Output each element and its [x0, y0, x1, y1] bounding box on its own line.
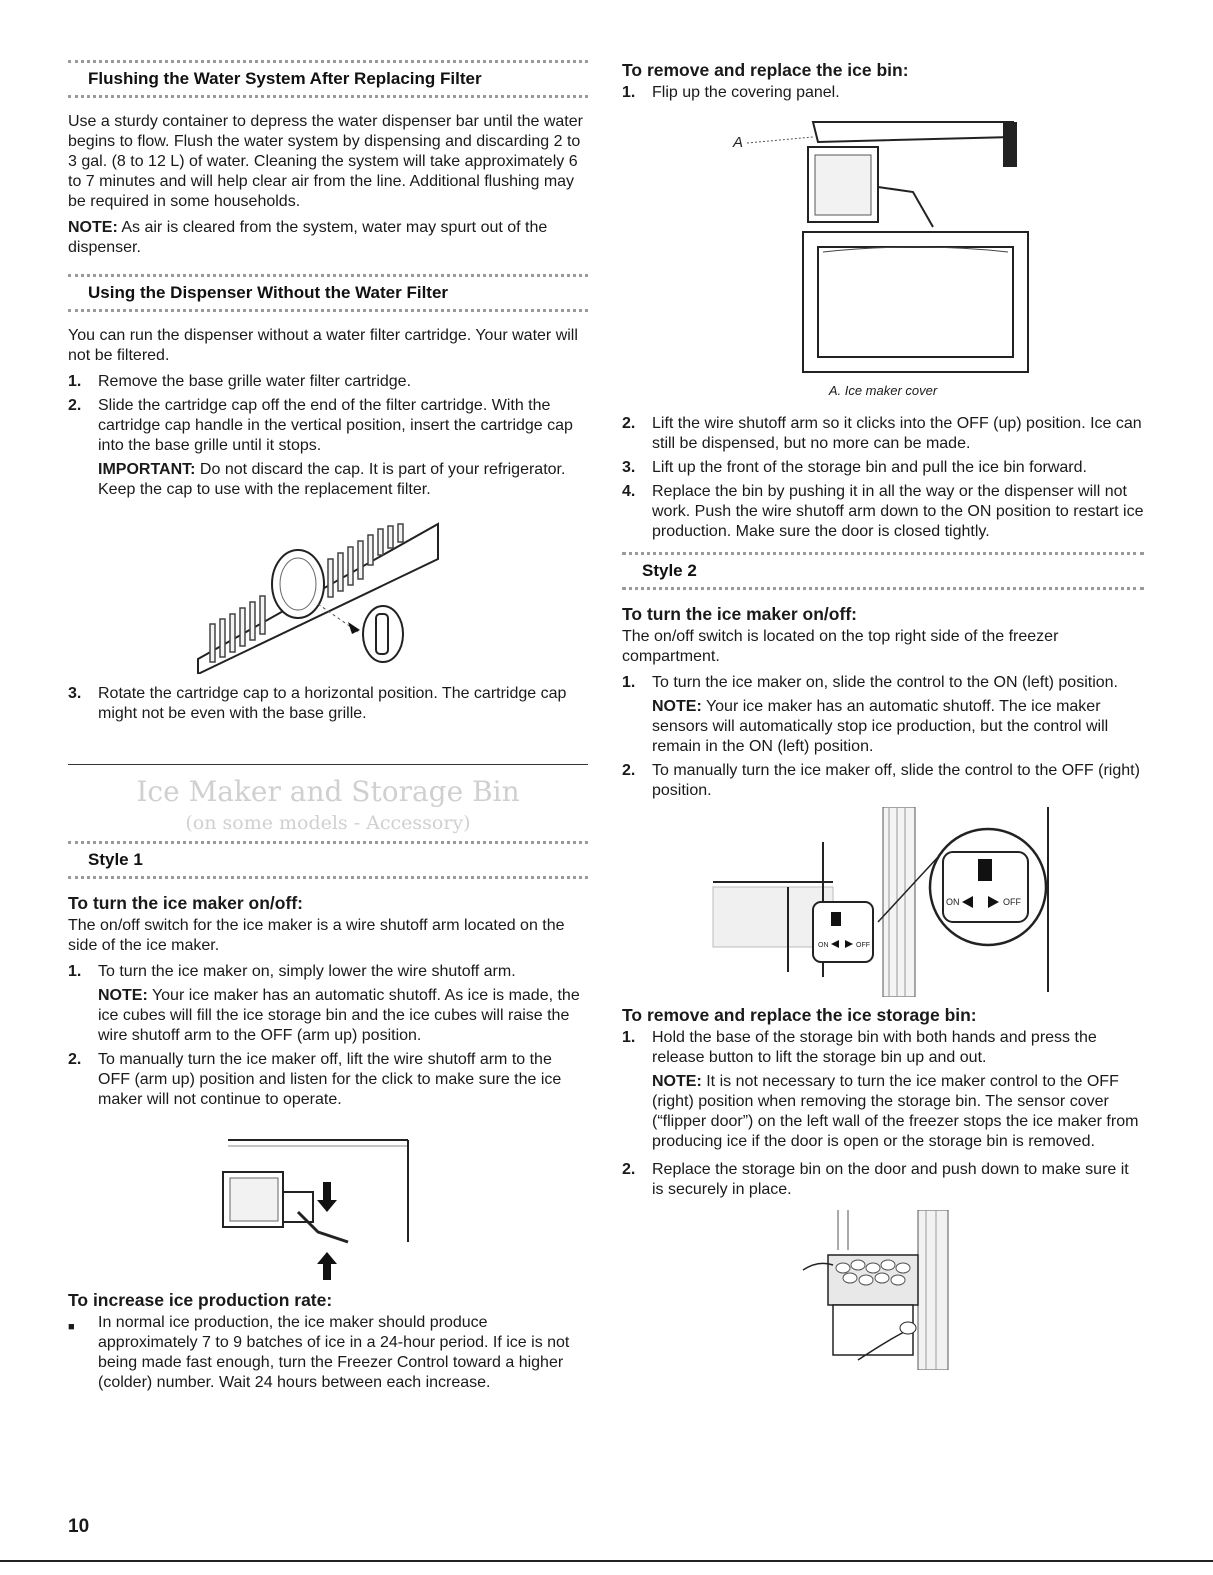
remove-bin-title: To remove and replace the ice bin: [622, 60, 909, 80]
list-item: 2. To manually turn the ice maker off, lift the wire shutoff arm to the OFF (arm up) position and listen for the click to make sure the ice maker will not continue to operate. [68, 1051, 562, 1108]
list-item: 2. Replace the storage bin on the door and push down to make sure it is securely in place. [622, 1161, 1129, 1198]
figure-label-a: A [733, 134, 744, 151]
increase-title: To increase ice production rate: [68, 1290, 333, 1310]
style2-onoff-title: To turn the ice maker on/off: [622, 604, 857, 624]
wire-shutoff-arm-illustration [218, 1132, 438, 1282]
list-item: 1. To turn the ice maker on, slide the control to the ON (left) position. NOTE: Your ice maker has an automatic shutoff. The ice maker sensors will automatically stop ice production, but the control will remain in the ON (left) position. [622, 673, 1144, 757]
style1-onoff-title: To turn the ice maker on/off: [68, 893, 303, 913]
switch-on-label-small: ON [818, 942, 829, 949]
divider [68, 309, 588, 312]
left-column [68, 60, 588, 1397]
list-item: 1. To turn the ice maker on, simply lower the wire shutoff arm. NOTE: Your ice maker has an automatic shutoff. As ice is made, the ice cubes will fill the ice storage bin and the ice cubes will raise the wire shutoff arm to the OFF (arm up) position. [68, 962, 588, 1046]
page-number: 10 [68, 1516, 90, 1537]
divider [68, 95, 588, 98]
on-off-switch-illustration [703, 807, 1063, 997]
divider [68, 876, 588, 879]
list-item: 2. Lift the wire shutoff arm so it clicks into the OFF (up) position. Ice can still be dispensed, but no more can be made. [622, 415, 1142, 452]
divider [622, 552, 1144, 555]
figure-caption: A. Ice maker cover [828, 383, 938, 398]
style2-note: NOTE: Your ice maker has an automatic shutoff. The ice maker sensors will automatically stop ice production, but the control will remain in the ON (left) position. [652, 698, 1109, 755]
storage-bin-illustration [798, 1210, 968, 1370]
style2-onoff-intro: The on/off switch is located on the top right side of the freezer compartment. [622, 628, 1059, 665]
section-rule [68, 764, 588, 765]
list-item: 1. Flip up the covering panel. [622, 84, 840, 101]
right-column [622, 60, 1144, 1370]
list-item: ■ In normal ice production, the ice maker should produce approximately 7 to 9 batches of ice in a 24-hour period. If ice is not being made fast enough, turn the Freezer Control toward a higher (colder) number. Wait 24 hours between each increase. [68, 1314, 570, 1391]
flushing-paragraph: Use a sturdy container to depress the water dispenser bar until the water begins to flow. Flush the water system by dispensing and discarding 2 to 3 gal. (8 to 12 L) of water. Cleaning the system will take approximately 6 to 7 minutes and will help clear air from the line. Additional flushing may be required in some households. [68, 113, 583, 210]
list-item: 2. To manually turn the ice maker off, slide the control to the OFF (right) position. [622, 762, 1140, 799]
divider [68, 274, 588, 277]
section-title: Ice Maker and Storage Bin [136, 775, 520, 808]
list-item: 4. Replace the bin by pushing it in all the way or the dispenser will not work. Push the wire shutoff arm down to the ON position to restart ice production. Make sure the door is closed tightly. [622, 483, 1144, 540]
list-item: 1. Hold the base of the storage bin with both hands and press the release button to lift the storage bin up and out. NOTE: It is not necessary to turn the ice maker control to the OFF (right) position when removing the storage bin. The sensor cover (“flipper door”) on the left wall of the freezer stops the ice maker from producing ice if the door is open or the storage bin is removed. [622, 1028, 1144, 1152]
without-filter-heading: Using the Dispenser Without the Water Filter [88, 283, 449, 302]
style1-onoff-intro: The on/off switch for the ice maker is a wire shutoff arm located on the side of the ice maker. [68, 917, 565, 954]
style2-heading: Style 2 [642, 561, 697, 580]
list-item: 3. Lift up the front of the storage bin and pull the ice bin forward. [622, 459, 1087, 476]
switch-off-label: OFF [1003, 897, 1021, 907]
list-item: 3. Rotate the cartridge cap to a horizontal position. The cartridge cap might not be even with the base grille. [68, 685, 567, 722]
switch-on-label: ON [946, 897, 960, 907]
without-filter-intro: You can run the dispenser without a water filter cartridge. Your water will not be filtered. [68, 327, 578, 364]
divider [622, 587, 1144, 590]
list-item: 1. Remove the base grille water filter cartridge. [68, 373, 412, 390]
switch-off-label-small: OFF [856, 942, 870, 949]
list-item: 2. Slide the cartridge cap off the end of the filter cartridge. With the cartridge cap handle in the vertical position, insert the cartridge cap into the base grille until it stops. IMPORTANT: Do not discard the cap. It is part of your refrigerator. Keep the cap to use with the replacement filter. [68, 396, 588, 500]
divider [68, 841, 588, 844]
page-bottom-rule [0, 1560, 1213, 1562]
storage-bin-note: NOTE: It is not necessary to turn the ice maker control to the OFF (right) position when removing the storage bin. The sensor cover (“flipper door”) on the left wall of the freezer stops the ice maker from producing ice if the door is open or the storage bin is removed. [652, 1073, 1139, 1150]
flushing-heading: Flushing the Water System After Replacing Filter [88, 69, 482, 88]
ice-maker-cover-illustration [723, 117, 1043, 377]
flushing-note: NOTE: As air is cleared from the system, water may spurt out of the dispenser. [68, 219, 548, 256]
section-subtitle: (on some models - Accessory) [185, 812, 471, 834]
style1-note: NOTE: Your ice maker has an automatic shutoff. As ice is made, the ice cubes will fill the ice storage bin and the ice cubes will raise the wire shutoff arm to the OFF (arm up) position. [98, 987, 580, 1044]
storage-bin-title: To remove and replace the ice storage bin: [622, 1005, 977, 1025]
style1-heading: Style 1 [88, 850, 143, 869]
important-note: IMPORTANT: Do not discard the cap. It is part of your refrigerator. Keep the cap to use with the replacement filter. [98, 461, 566, 498]
base-grille-illustration [188, 504, 468, 674]
divider [68, 60, 588, 63]
